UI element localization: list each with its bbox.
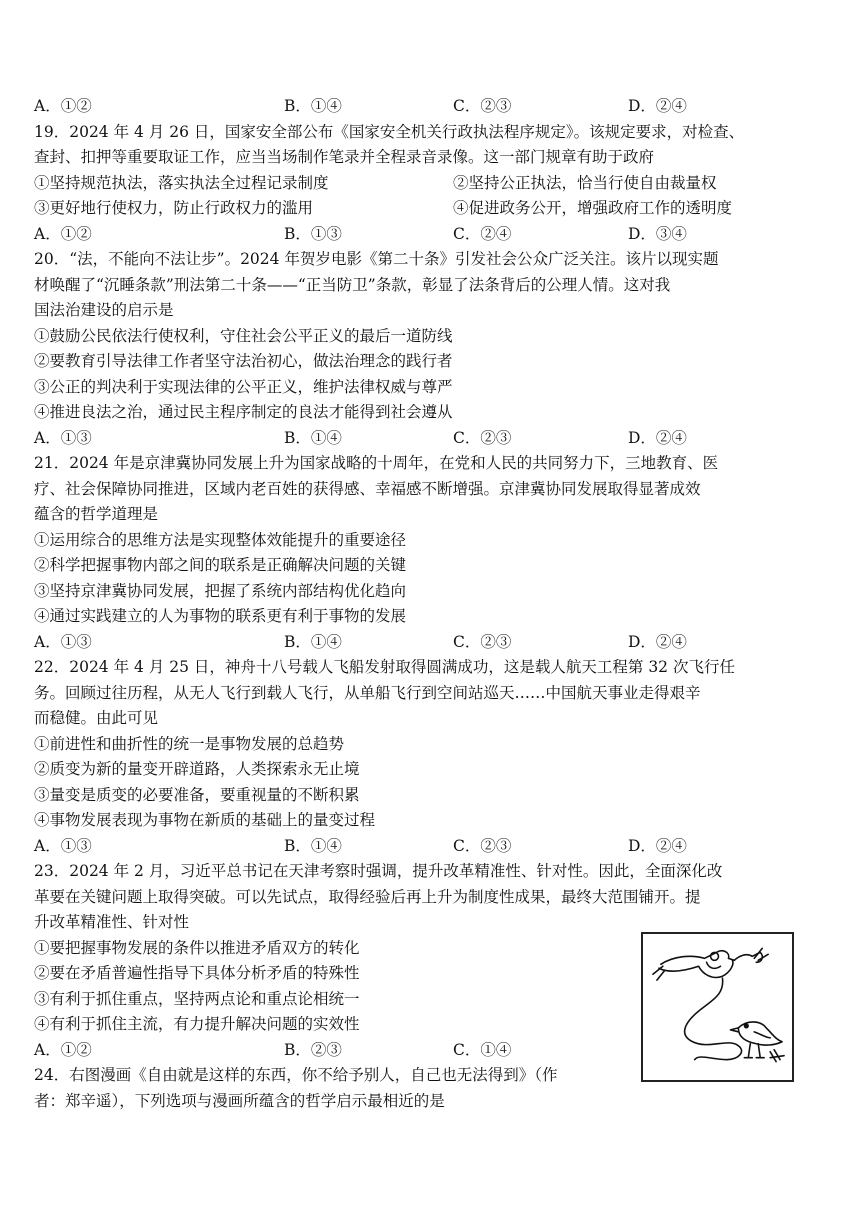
q21-options xyxy=(34,630,824,656)
q19-items-row xyxy=(34,171,824,197)
question-19 xyxy=(34,120,824,248)
q18-option-c: C．②③ xyxy=(453,97,512,115)
q20-item-3: ③公正的判决利于实现法律的公平正义，维护法律权威与尊严 xyxy=(34,377,453,396)
q19-item-2: ②坚持公正执法，恰当行使自由裁量权 xyxy=(453,173,717,192)
question-21 xyxy=(34,451,824,655)
q22-item-2: ②质变为新的量变开辟道路，人类探索永无止境 xyxy=(34,760,360,778)
q22-stem-line: 22．2024 年 4 月 25 日，神舟十八号载人飞船发射取得圆满成功，这是载人航天工程第 32 次飞行任 xyxy=(34,658,735,676)
q18-option-b: B．①④ xyxy=(284,97,342,115)
q21-option-c: C．②③ xyxy=(453,632,512,651)
q20-item-2: ②要教育引导法律工作者坚守法治初心，做法治理念的践行者 xyxy=(34,352,453,370)
q22-option-a: A．①③ xyxy=(34,836,92,855)
q21-item-1: ①运用综合的思维方法是实现整体效能提升的重要途径 xyxy=(34,530,407,549)
q19-option-d: D．③④ xyxy=(628,224,687,243)
q23-option-a: A．①② xyxy=(34,1040,92,1059)
q23-item-1: ①要把握事物发展的条件以推进矛盾双方的转化 xyxy=(34,938,360,957)
q23-option-c: C．①④ xyxy=(453,1040,512,1059)
q21-stem-line: 蕴含的哲学道理是 xyxy=(34,505,159,523)
q18-option-a: A．①② xyxy=(34,97,92,115)
q22-option-c: C．②③ xyxy=(453,836,512,855)
q21-item-2: ②科学把握事物内部之间的联系是正确解决问题的关键 xyxy=(34,556,407,574)
q24-stem-line: 者：郑辛遥），下列选项与漫画所蕴含的哲学启示最相近的是 xyxy=(34,1091,445,1110)
q18-options xyxy=(34,94,824,120)
q19-item-1: ①坚持规范执法，落实执法全过程记录制度 xyxy=(34,173,329,192)
q20-option-c: C．②③ xyxy=(453,428,512,447)
q23-item-4: ④有利于抓住主流，有力提升解决问题的实效性 xyxy=(34,1015,360,1033)
q20-stem-line: 国法治建设的启示是 xyxy=(34,301,174,319)
q21-item-3: ③坚持京津冀协同发展，把握了系统内部结构优化趋向 xyxy=(34,581,407,600)
q21-stem-line: 疗、社会保障协同推进，区域内老百姓的获得感、幸福感不断增强。京津冀协同发展取得显著成效 xyxy=(34,479,701,498)
q22-item-3: ③量变是质变的必要准备，要重视量的不断积累 xyxy=(34,785,360,804)
q20-option-d: D．②④ xyxy=(628,428,687,447)
q21-item-4: ④通过实践建立的人为事物的联系更有利于事物的发展 xyxy=(34,607,407,625)
q21-stem-line: 21．2024 年是京津冀协同发展上升为国家战略的十周年，在党和人民的共同努力下，三地教育、医 xyxy=(34,454,719,472)
q21-option-a: A．①③ xyxy=(34,632,92,651)
q23-stem-line: 23．2024 年 2 月，习近平总书记在天津考察时强调，提升改革精准性、针对性。因此，全面深化改 xyxy=(34,862,723,880)
question-20 xyxy=(34,247,824,451)
q20-item-1: ①鼓励公民依法行使权利，守住社会公平正义的最后一道防线 xyxy=(34,326,453,345)
q22-option-d: D．②④ xyxy=(628,836,687,855)
q22-item-1: ①前进性和曲折性的统一是事物发展的总趋势 xyxy=(34,734,345,753)
q23-item-2: ②要在矛盾普遍性指导下具体分析矛盾的特殊性 xyxy=(34,964,360,982)
q19-stem-line: 19．2024 年 4 月 26 日，国家安全部公布《国家安全机关行政执法程序规定》。该规定要求，对检查、 xyxy=(34,122,745,141)
q22-stem-line: 而稳健。由此可见 xyxy=(34,709,159,727)
q19-items-row xyxy=(34,196,824,222)
cartoon-kite-bird-icon xyxy=(643,934,792,1080)
cartoon-illustration xyxy=(641,932,794,1082)
q23-item-3: ③有利于抓住重点，坚持两点论和重点论相统一 xyxy=(34,989,360,1008)
q19-options xyxy=(34,222,824,248)
q19-item-3: ③更好地行使权力，防止行政权力的滥用 xyxy=(34,199,314,217)
q20-stem-line: 材唤醒了“沉睡条款”刑法第二十条——“正当防卫”条款，彰显了法条背后的公理人情。这对我 xyxy=(34,275,671,294)
q22-item-4: ④事物发展表现为事物在新质的基础上的量变过程 xyxy=(34,811,376,829)
q21-option-b: B．①④ xyxy=(284,632,342,651)
q20-options xyxy=(34,426,824,452)
q23-option-b: B．②③ xyxy=(284,1040,342,1059)
q24-stem-line: 24．右图漫画《自由就是这样的东西，你不给予别人，自己也无法得到》（作 xyxy=(34,1066,558,1084)
q20-option-a: A．①③ xyxy=(34,428,92,447)
q20-stem-line: 20．“法，不能向不法让步”。2024 年贺岁电影《第二十条》引发社会公众广泛关注。该片以现实题 xyxy=(34,250,719,268)
q19-stem-line: 查封、扣押等重要取证工作，应当当场制作笔录并全程录音录像。这一部门规章有助于政府 xyxy=(34,148,655,166)
q19-item-4: ④促进政务公开，增强政府工作的透明度 xyxy=(453,199,733,217)
q22-options xyxy=(34,834,824,860)
q23-stem-line: 革要在关键问题上取得突破。可以先试点，取得经验后再上升为制度性成果，最终大范围铺开。提 xyxy=(34,887,701,906)
q22-option-b: B．①④ xyxy=(284,836,342,855)
q18-option-d: D．②④ xyxy=(628,97,687,115)
question-22 xyxy=(34,655,824,859)
q22-stem-line: 务。回顾过往历程，从无人飞行到载人飞行，从单船飞行到空间站巡天……中国航天事业走得艰辛 xyxy=(34,683,701,702)
q21-option-d: D．②④ xyxy=(628,632,687,651)
q19-option-b: B．①③ xyxy=(284,224,342,243)
q19-option-a: A．①② xyxy=(34,224,92,243)
q23-stem-line: 升改革精准性、针对性 xyxy=(34,913,190,931)
q20-item-4: ④推进良法之治，通过民主程序制定的良法才能得到社会遵从 xyxy=(34,403,453,421)
q19-option-c: C．②④ xyxy=(453,224,512,243)
q20-option-b: B．①④ xyxy=(284,428,342,447)
